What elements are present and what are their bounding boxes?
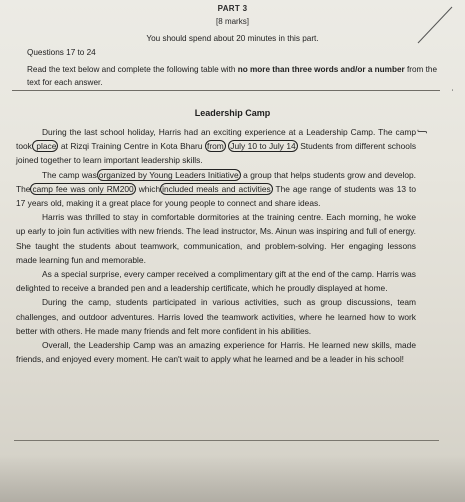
part-heading: PART 3: [217, 4, 248, 13]
circled-phrase: July 10 to July 14: [230, 141, 296, 152]
passage-end-rule: [14, 440, 439, 441]
questions-range: Questions 17 to 24: [27, 48, 96, 57]
p1-text-d: Students from different schools joined together to learn important leadership skills.: [16, 141, 417, 166]
instruction-suffix: from the text for each answer.: [27, 65, 438, 87]
margin-pen-mark: ʃ: [416, 130, 428, 133]
instruction-bold: no more than three words and/or a number: [237, 65, 405, 74]
paragraph-3: Harris was thrilled to stay in comfortable dormitories at the training centre. Each morning, he woke up early to join fun activities with new friends. The lead instructor, Ms. Ainun was inspiring and full of energy. She taught the students about teamwork, communication, and problem-solving. Her engaging lessons made learning fun and memorable.: [16, 212, 416, 265]
circled-word: from: [207, 141, 224, 152]
circled-phrase: camp fee was only RM200: [32, 183, 134, 194]
paragraph-2: [16, 168, 416, 211]
paragraph-5: During the camp, students participated in various activities, such as group discussions, team challenges, and outdoor adventures. Harris loved the teamwork activities, where he learned how to work better with others. He made many friends and felt more confident in his abilities.: [16, 297, 416, 336]
page-shadow: [0, 455, 465, 502]
time-instruction: You should spend about 20 minutes in this part.: [146, 34, 319, 43]
p2-text-c: which: [135, 183, 161, 194]
paragraph-1: [16, 125, 416, 168]
circled-word: place: [33, 141, 57, 152]
passage-title: Leadership Camp: [194, 108, 271, 118]
passage-body: [16, 125, 416, 366]
p1-text-a: During the last school holiday, Harris had an exciting experience at a Leadership Camp. The camp took: [16, 127, 416, 152]
task-instruction: [27, 63, 447, 89]
p2-text-a: The camp was: [42, 169, 97, 180]
marks-label: [8 marks]: [216, 17, 249, 26]
circled-phrase: included meals and activities: [162, 183, 271, 194]
circled-phrase: organized by Young Leaders Initiative: [98, 169, 239, 180]
p2-text-b: a group that helps students grow and develop. The: [16, 169, 416, 194]
corner-pen-mark: ʿ: [451, 88, 454, 98]
paragraph-4: As a special surprise, every camper received a complimentary gift at the end of the camp. Harris was delighted to receive a branded pen and a leadership certificate, which he proudly displayed at home.: [16, 269, 416, 294]
instruction-prefix: Read the text below and complete the following table with: [27, 65, 238, 74]
p1-text-b: at Rizqi Training Centre in Kota Bharu: [58, 141, 206, 152]
p2-text-d: The age range of students was 13 to 17 years old, making it a great place for young people to connect and share ideas.: [16, 183, 416, 209]
paragraph-6: Overall, the Leadership Camp was an amazing experience for Harris. He learned new skills, made friends, and enjoyed every moment. He can't wait to apply what he learned and be a leader in his school!: [16, 340, 416, 365]
